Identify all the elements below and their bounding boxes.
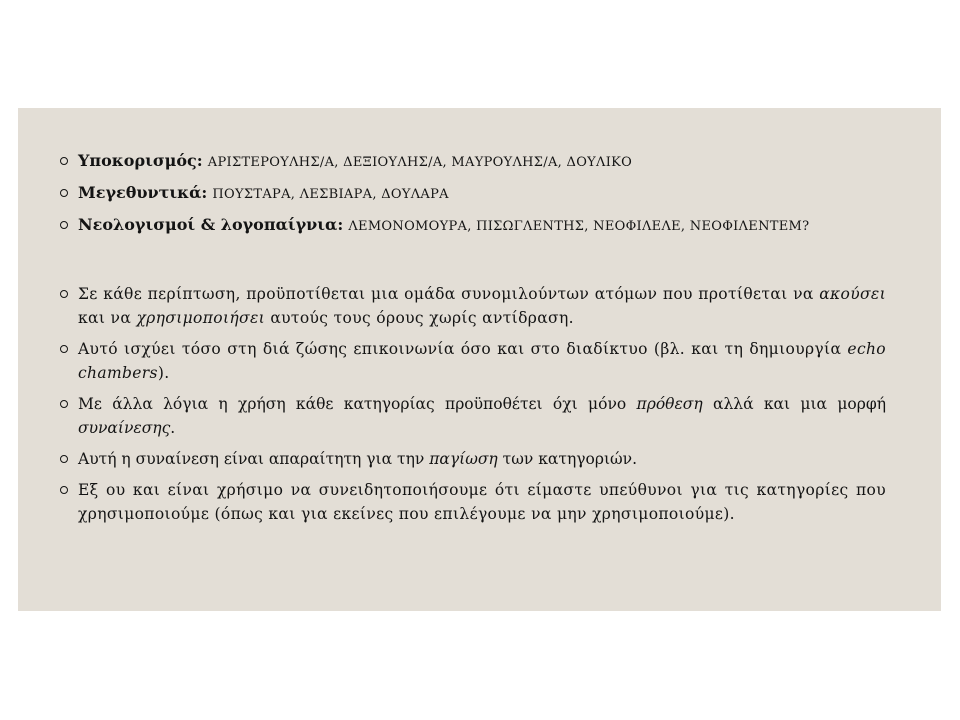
paragraph-text: και να (78, 309, 137, 327)
paragraph-text: Με άλλα λόγια η χρήση κάθε κατηγορίας προϋποθέτει όχι μόνο (78, 395, 637, 413)
list-item (58, 182, 886, 206)
term-label: Μεγεθυντικά: (78, 183, 208, 202)
list-item (58, 150, 886, 174)
list-item (58, 392, 886, 440)
paragraph-list (58, 282, 886, 533)
paragraph-text: Αυτή η συναίνεση είναι απαραίτητη για την (78, 450, 430, 468)
list-item (58, 214, 886, 238)
paragraph-text: αυτούς τους όρους χωρίς αντίδραση. (265, 309, 574, 327)
term-list (58, 150, 886, 246)
list-item (58, 282, 886, 330)
list-item (58, 478, 886, 526)
paragraph-text: Σε κάθε περίπτωση, προϋποτίθεται μια ομάδα συνομιλούντων ατόμων που προτίθεται να (78, 285, 820, 303)
emphasis-text: echo chambers (78, 340, 886, 382)
term-label: Υποκορισμός: (78, 151, 203, 170)
paragraph-text: Αυτό ισχύει τόσο στη διά ζώσης επικοινωνία όσο και στο διαδίκτυο (βλ. και τη δημιουργία (78, 340, 848, 358)
list-item (58, 447, 886, 471)
term-examples: ΠΟΥΣΤΑΡΑ, ΛΕΣΒΙΑΡΑ, ΔΟΥΛΑΡΑ (212, 187, 449, 202)
paragraph-text: Εξ ου και είναι χρήσιμο να συνειδητοποιήσουμε ότι είμαστε υπεύθυνοι για τις κατηγορίες που χρησιμοποιούμε (όπως και για εκείνες που επιλέγουμε να μην χρησιμοποιούμε). (78, 481, 886, 523)
term-examples: ΛΕΜΟΝΟΜΟΥΡΑ, ΠΙΣΩΓΛΕΝΤΗΣ, ΝΕΟΦΙΛΕΛΕ, ΝΕΟΦΙΛΕΝΤΕΜ? (348, 219, 810, 234)
paragraph-text: αλλά και μια μορφή (702, 395, 886, 413)
emphasis-text: παγίωση (429, 450, 498, 468)
term-examples: ΑΡΙΣΤΕΡΟΥΛΗΣ/Α, ΔΕΞΙΟΥΛΗΣ/Α, ΜΑΥΡΟΥΛΗΣ/Α, ΔΟΥΛΙΚΟ (207, 155, 633, 170)
emphasis-text: συναίνεσης (78, 419, 171, 437)
paragraph-text: . (170, 419, 176, 437)
list-item (58, 337, 886, 385)
emphasis-text: πρόθεση (636, 395, 703, 413)
paragraph-text: των κατηγοριών. (497, 450, 638, 468)
term-label: Νεολογισμοί & λογοπαίγνια: (78, 215, 344, 234)
paragraph-text: ). (157, 364, 170, 382)
emphasis-text: ακούσει (819, 285, 886, 303)
emphasis-text: χρησιμοποιήσει (136, 309, 266, 327)
